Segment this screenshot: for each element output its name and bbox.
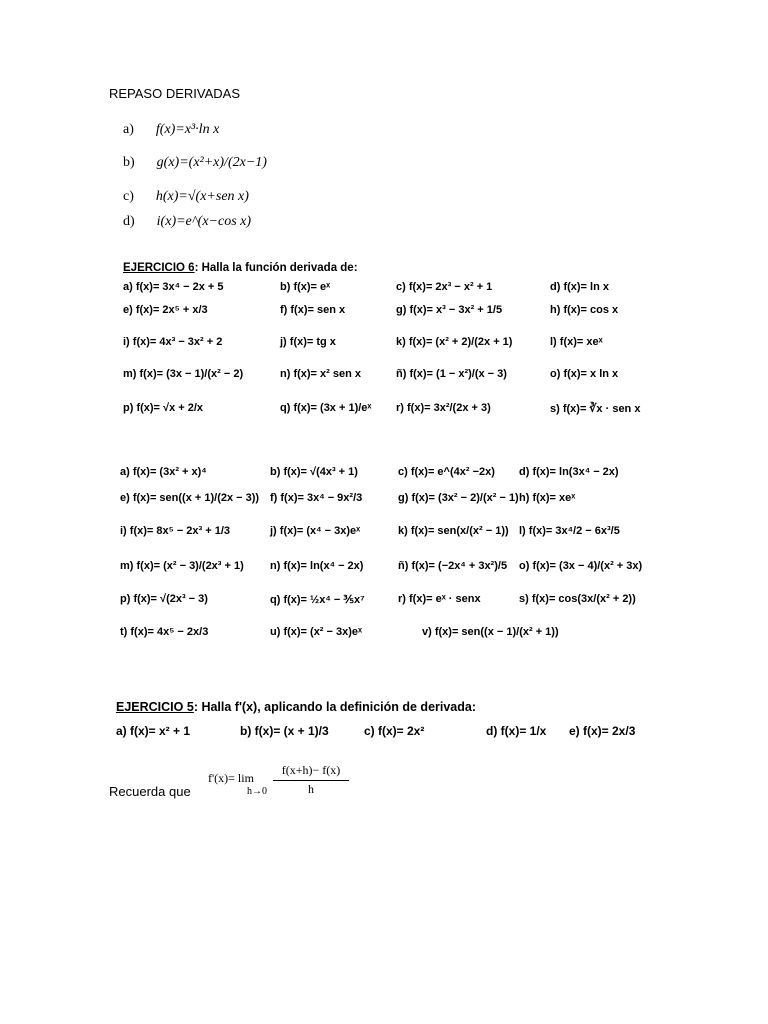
- set2-item: g) f(x)= (3x² − 2)/(x² − 1): [398, 492, 519, 504]
- ej6-item: i) f(x)= 4x³ − 3x² + 2: [123, 336, 223, 348]
- ej6-item: r) f(x)= 3x²/(2x + 3): [396, 402, 491, 414]
- set2-item: c) f(x)= e^(4x² −2x): [398, 466, 495, 478]
- ej6-item: h) f(x)= cos x: [550, 304, 619, 316]
- ejercicio5-text: : Halla f'(x), aplicando la definición de derivada:: [193, 700, 477, 714]
- limit-denominator: h: [308, 782, 314, 796]
- ej6-item: s) f(x)= ∛x · sen x: [550, 403, 641, 415]
- ej6-item: q) f(x)= (3x + 1)/eˣ: [280, 402, 372, 414]
- intro-item-c: c) h(x)=√(x+sen x): [123, 189, 249, 204]
- set2-item: j) f(x)= (x⁴ − 3x)eˣ: [270, 525, 361, 537]
- set2-item: e) f(x)= sen((x + 1)/(2x − 3)): [120, 492, 260, 504]
- set2-item: b) f(x)= √(4x³ + 1): [270, 466, 358, 478]
- ej6-item: a) f(x)= 3x⁴ − 2x + 5: [123, 281, 224, 293]
- ejercicio6-heading: [123, 262, 358, 274]
- set2-item: a) f(x)= (3x² + x)⁴: [120, 466, 207, 478]
- set2-item: q) f(x)= ½x⁴ − ⅗x⁷: [270, 594, 365, 606]
- ej6-item: j) f(x)= tg x: [280, 336, 336, 348]
- set2-item: r) f(x)= eˣ · senx: [398, 593, 481, 605]
- intro-item-a: a) f(x)=x³·ln x: [123, 122, 220, 137]
- ejercicio6-label: EJERCICIO 6: [123, 262, 195, 274]
- limit-numerator: f(x+h)− f(x): [281, 763, 341, 777]
- set2-item: h) f(x)= xeˣ: [519, 492, 576, 504]
- ej5-item: d) f(x)= 1/x: [486, 724, 547, 738]
- set2-item: n) f(x)= ln(x⁴ − 2x): [270, 560, 364, 572]
- set2-item: u) f(x)= (x² − 3x)eˣ: [270, 626, 363, 638]
- ej6-item: o) f(x)= x ln x: [550, 368, 619, 380]
- ejercicio5-heading: [116, 700, 476, 714]
- ej5-item: e) f(x)= 2x/3: [569, 724, 636, 738]
- set2-item: s) f(x)= cos(3x/(x² + 2)): [519, 593, 636, 605]
- ej6-item: b) f(x)= eˣ: [280, 281, 331, 293]
- set2-item: m) f(x)= (x² − 3)/(2x³ + 1): [120, 560, 244, 572]
- limit-lhs: f'(x)= lim: [208, 771, 254, 785]
- limit-subscript: h→0: [247, 786, 267, 797]
- set2-item: o) f(x)= (3x − 4)/(x² + 3x): [519, 560, 643, 572]
- ej6-item: d) f(x)= ln x: [550, 281, 609, 293]
- set2-item: d) f(x)= ln(3x⁴ − 2x): [519, 466, 619, 478]
- ej6-item: n) f(x)= x² sen x: [280, 368, 361, 380]
- ej6-item: ñ) f(x)= (1 − x²)/(x − 3): [396, 368, 507, 380]
- set2-item: p) f(x)= √(2x³ − 3): [120, 593, 208, 605]
- set2-item: ñ) f(x)= (−2x⁴ + 3x²)/5: [398, 560, 508, 572]
- ej6-item: e) f(x)= 2x⁵ + x/3: [123, 304, 208, 316]
- ej6-item: f) f(x)= sen x: [280, 304, 346, 316]
- ej6-item: g) f(x)= x³ − 3x² + 1/5: [396, 304, 503, 316]
- set2-item: l) f(x)= 3x⁴/2 − 6x³/5: [519, 525, 620, 537]
- ej6-item: l) f(x)= xeˣ: [550, 336, 603, 348]
- ej6-item: m) f(x)= (3x − 1)/(x² − 2): [123, 368, 244, 380]
- set2-item: v) f(x)= sen((x − 1)/(x² + 1)): [422, 626, 559, 638]
- reminder-label: Recuerda que: [109, 784, 191, 799]
- set2-item: i) f(x)= 8x⁵ − 2x³ + 1/3: [120, 525, 231, 537]
- ej5-item: b) f(x)= (x + 1)/3: [240, 724, 329, 738]
- set2-item: k) f(x)= sen(x/(x² − 1)): [398, 525, 509, 537]
- ejercicio6-text: : Halla la función derivada de:: [194, 262, 358, 274]
- ejercicio5-label: EJERCICIO 5: [116, 700, 194, 714]
- ej6-item: c) f(x)= 2x³ − x² + 1: [396, 281, 493, 293]
- page-title: REPASO DERIVADAS: [109, 86, 240, 101]
- set2-item: t) f(x)= 4x⁵ − 2x/3: [120, 626, 209, 638]
- ej5-item: c) f(x)= 2x²: [364, 724, 425, 738]
- ej6-item: k) f(x)= (x² + 2)/(2x + 1): [396, 336, 513, 348]
- ej6-item: p) f(x)= √x + 2/x: [123, 402, 204, 414]
- intro-item-d: d) i(x)=e^(x−cos x): [123, 214, 252, 229]
- set2-item: f) f(x)= 3x⁴ − 9x²/3: [270, 492, 363, 504]
- ej5-item: a) f(x)= x² + 1: [116, 724, 191, 738]
- fraction-bar: [273, 780, 349, 781]
- intro-item-b: b) g(x)=(x²+x)/(2x−1): [123, 155, 267, 170]
